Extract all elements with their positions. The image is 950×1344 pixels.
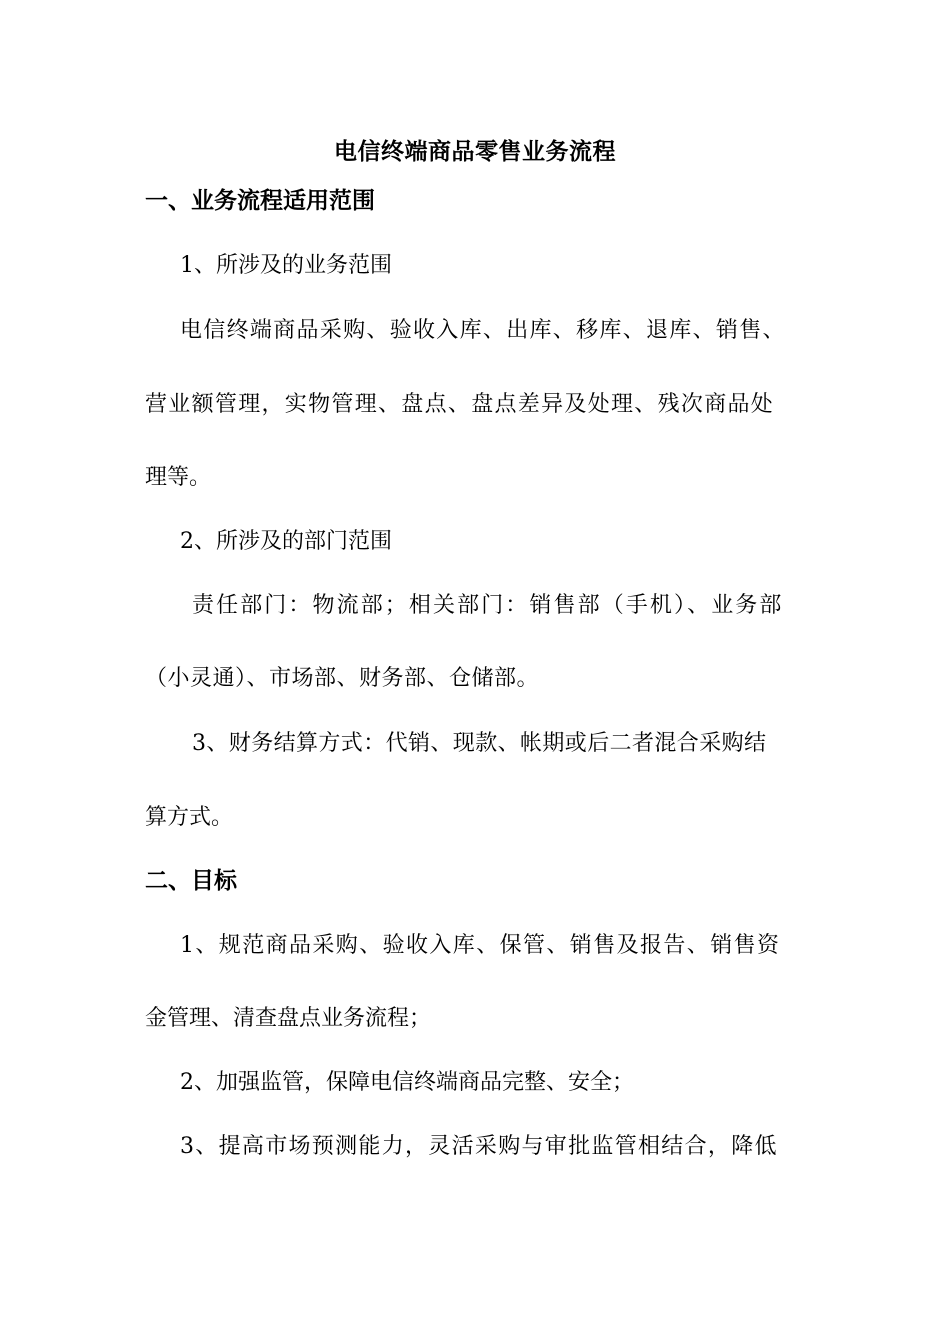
paragraph-line: 理等。 [145, 465, 212, 490]
subheading-department-scope: 2、所涉及的部门范围 [180, 529, 392, 554]
section-heading-goals: 二、目标 [145, 867, 237, 894]
paragraph-line: 1、规范商品采购、验收入库、保管、销售及报告、销售资 [180, 933, 781, 958]
subheading-business-scope: 1、所涉及的业务范围 [180, 253, 392, 278]
paragraph-line: 3、提高市场预测能力，灵活采购与审批监管相结合，降低 [180, 1134, 778, 1159]
paragraph-line: 2、加强监管，保障电信终端商品完整、安全； [180, 1070, 634, 1095]
paragraph-line: 电信终端商品采购、验收入库、出库、移库、退库、销售、 [180, 318, 786, 343]
paragraph-line: 营业额管理，实物管理、盘点、盘点差异及处理、残次商品处 [145, 392, 775, 417]
paragraph-line: 算方式。 [145, 805, 234, 830]
paragraph-line: 3、财务结算方式：代销、现款、帐期或后二者混合采购结 [192, 731, 767, 756]
paragraph-line: 金管理、清查盘点业务流程； [145, 1006, 432, 1031]
paragraph-line: 责任部门：物流部；相关部门：销售部（手机）、业务部 [192, 593, 784, 618]
section-heading-scope: 一、业务流程适用范围 [145, 187, 375, 214]
document-title: 电信终端商品零售业务流程 [334, 138, 616, 165]
paragraph-line: （小灵通）、市场部、财务部、仓储部。 [145, 666, 540, 691]
